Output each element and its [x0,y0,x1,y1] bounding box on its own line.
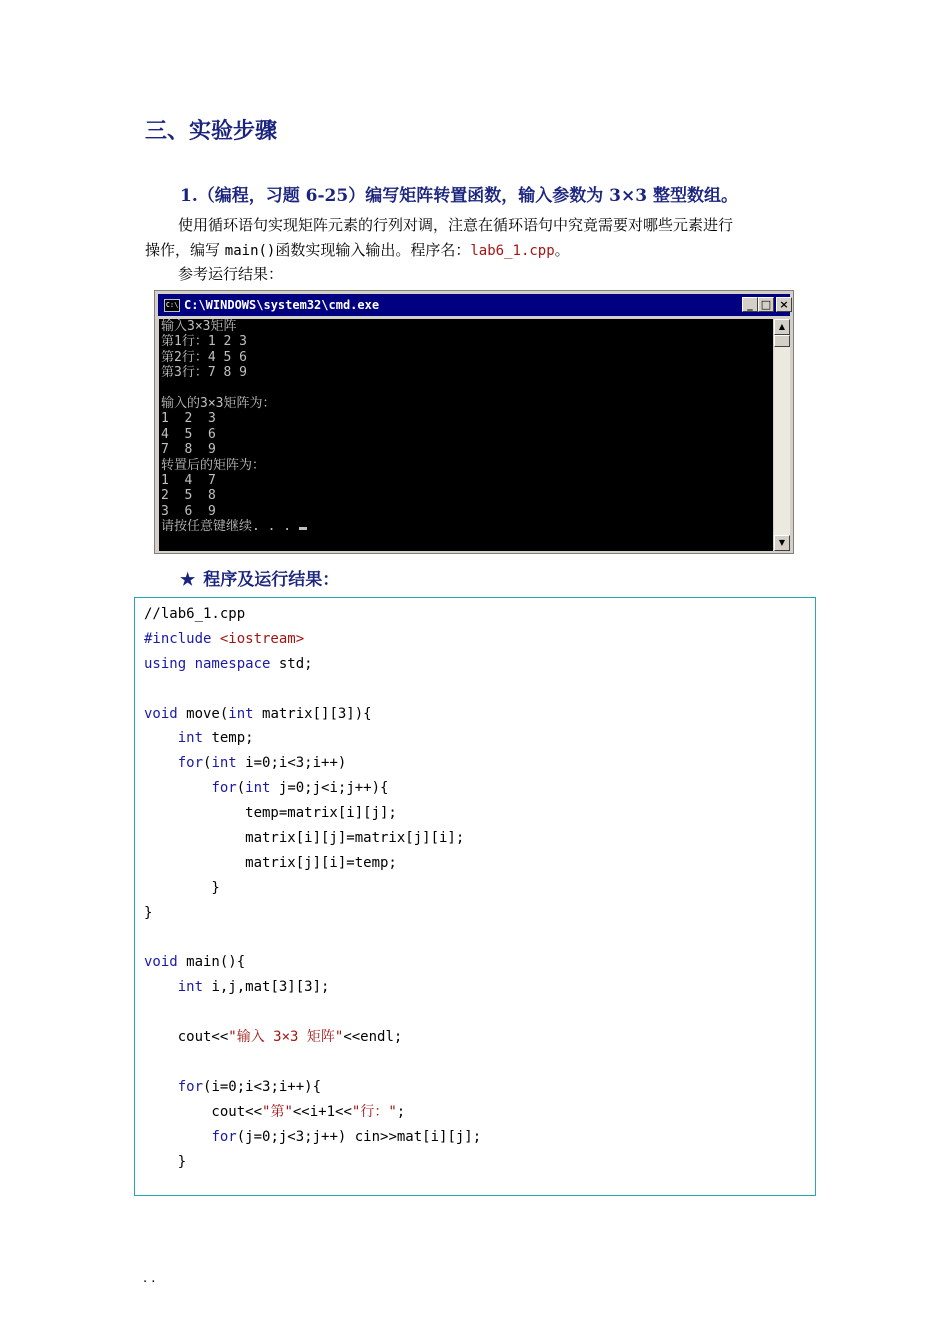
code-keyword: int [211,755,237,772]
code-keyword: for [211,780,237,797]
code-text [144,780,211,796]
code-line [144,950,481,975]
console-line: 第2行：4 5 6 [161,349,247,365]
code-text [144,730,178,746]
code-text [144,1079,178,1095]
code-text [144,1129,211,1145]
code-string: "输入 3×3 矩阵" [228,1029,344,1046]
code-line [144,602,481,627]
code-text: } [144,1153,187,1170]
console-line: 3 6 9 [161,503,216,519]
paragraph-line-1: 使用循环语句实现矩阵元素的行列对调，注意在循环语句中究竟需要对哪些元素进行 [178,216,734,234]
code-text: (j=0;j<3;j++) cin>>mat[i][j]; [236,1128,482,1145]
code-text: j=0;j<i;j++){ [270,780,389,797]
code-text [144,979,178,995]
console-line: 1 4 7 [161,473,216,489]
code-text: std; [270,655,313,672]
code-text: //lab6_1.cpp [144,606,246,622]
code-string: "第" [262,1103,293,1120]
maximize-button[interactable]: □ [758,297,774,312]
cmd-titlebar[interactable] [158,294,790,316]
console-line: 7 8 9 [161,442,216,458]
code-line [144,801,481,826]
section-title: 三、实验步骤 [145,118,278,144]
code-keyword: int [177,979,204,996]
code-text: temp; [203,730,254,747]
code-line [144,776,481,801]
console-line: 输入3×3矩阵 [161,319,237,334]
code-keyword: for [177,1078,204,1095]
cursor-icon [299,527,307,530]
code-string: <iostream> [219,630,305,647]
code-text: ( [203,755,212,772]
code-keyword: #include [144,630,220,647]
cmd-window-title: C:\WINDOWS\system32\cmd.exe [184,298,380,312]
paragraph-text: 操作，编写 [145,241,225,259]
code-line [144,726,481,751]
code-text: matrix[][3]){ [253,705,372,722]
code-line [144,652,481,677]
reference-result-label: 参考运行结果： [178,265,284,283]
scroll-down-button[interactable]: ▼ [774,535,790,551]
code-text: cout<< [144,1029,229,1046]
program-result-label [180,565,339,590]
code-line [144,751,481,776]
code-keyword: void [144,705,178,722]
task-title: 1.（编程，习题 6-25）编写矩阵转置函数，输入参数为 3×3 整型数组。 [180,186,738,206]
console-line: 转置后的矩阵为： [161,457,266,473]
code-line [144,677,481,702]
console-line: 第3行：7 8 9 [161,365,247,381]
code-line [144,1075,481,1100]
code-text: i,j,mat[3][3]; [203,979,330,996]
code-keyword: void [144,954,178,971]
console-line: 请按任意键继续. . . [161,519,773,534]
code-text [144,755,178,771]
code-keyword: int [177,730,204,747]
code-text: } [144,879,220,896]
minimize-button[interactable]: _ [742,297,758,312]
code-text: temp=matrix[i][j]; [144,805,397,822]
paragraph-text: 。 [554,241,570,259]
code-text: main(){ [177,954,246,971]
code-line [144,1050,481,1075]
scroll-up-button[interactable]: ▲ [774,319,790,335]
code-line [144,702,481,727]
console-line: 1 2 3 [161,411,216,427]
paragraph-text: 函数实现输入输出。程序名： [275,241,471,259]
main-function-name: main() [224,243,276,259]
page-footer: . . [143,1271,156,1286]
scroll-thumb[interactable] [774,335,790,347]
code-text: cout<< [144,1103,263,1120]
program-result-text: 程序及运行结果： [203,570,340,590]
code-text: i=0;i<3;i++) [236,755,347,772]
console-output[interactable] [159,319,773,551]
code-line [144,851,481,876]
code-line [144,926,481,951]
code-line [144,1100,481,1125]
close-button[interactable]: × [776,297,792,312]
code-keyword: int [245,780,271,797]
console-line: 第1行：1 2 3 [161,334,247,350]
code-line [144,1000,481,1025]
code-line [144,826,481,851]
code-line [144,975,481,1000]
code-line [144,1150,481,1175]
code-text: (i=0;i<3;i++){ [203,1078,322,1095]
code-text: matrix[j][i]=temp; [144,854,397,871]
code-box [134,597,816,1196]
code-line [144,876,481,901]
code-line [144,627,481,652]
console-line: 2 5 8 [161,488,216,504]
source-code [144,602,481,1174]
console-line: 4 5 6 [161,426,216,442]
cmd-window [154,290,794,554]
code-keyword: for [211,1128,237,1145]
paragraph-line-2 [145,238,815,264]
console-line: 输入的3×3矩阵为： [161,396,276,412]
code-line [144,901,481,926]
console-line [161,381,773,396]
code-keyword: using namespace [144,655,271,672]
code-text: <<endl; [343,1029,403,1046]
code-keyword: for [177,755,204,772]
star-icon: ★ [180,570,196,590]
cmd-icon: C:\ [164,299,180,312]
code-text: <<i+1<< [292,1103,352,1120]
instruction-paragraph [145,213,815,264]
code-line [144,1025,481,1050]
program-filename: lab6_1.cpp [470,243,555,259]
code-text: matrix[i][j]=matrix[j][i]; [144,830,465,847]
vertical-scrollbar[interactable] [774,319,790,551]
code-text: ( [236,780,246,797]
code-text: ; [396,1103,406,1120]
code-text: } [144,904,153,921]
code-keyword: int [228,705,254,722]
code-text: move( [177,705,229,722]
code-string: "行：" [351,1103,397,1120]
code-line [144,1125,481,1150]
